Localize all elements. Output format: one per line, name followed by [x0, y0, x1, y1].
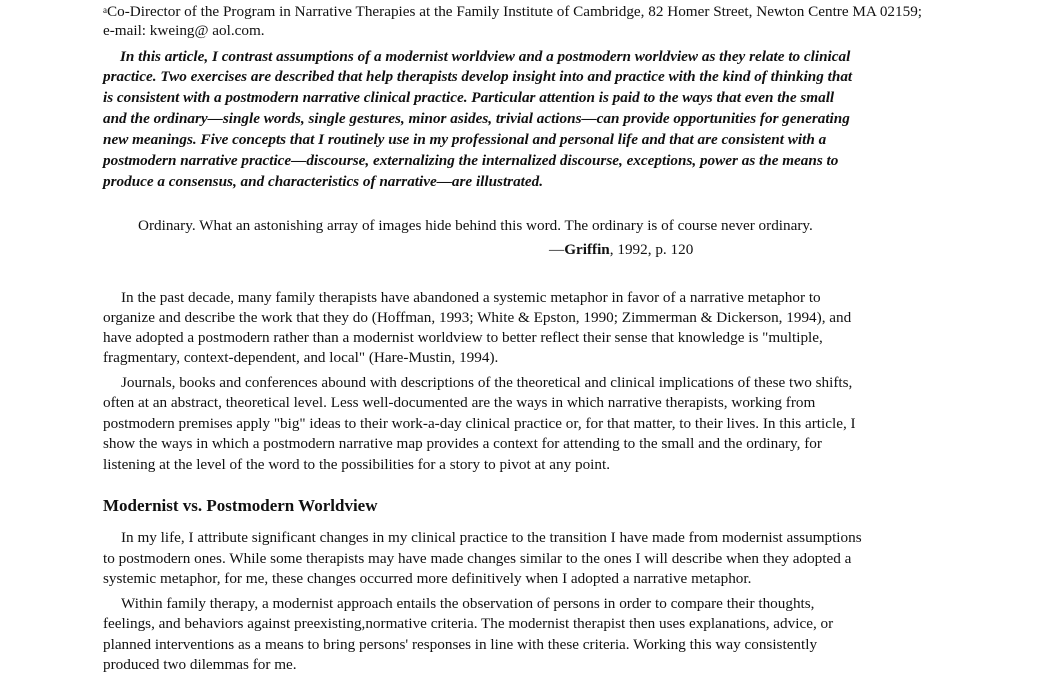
paragraph-line: fragmentary, context-dependent, and local" (Hare-Mustin, 1994).	[103, 349, 499, 366]
paragraph-line: postmodern premises apply "big" ideas to their work-a-day clinical practice or, for that matter, to their lives. In this article, I	[103, 415, 856, 432]
epigraph-author: Griffin	[564, 241, 610, 258]
paragraph-line: systemic metaphor, for me, these changes occurred more definitively when I adopted a narrative metaphor.	[103, 570, 752, 587]
paragraph-line: planned interventions as a means to bring persons' responses in line with these criteria. Working this way consistently	[103, 636, 818, 653]
footnote-line: e-mail: kweing@ aol.com.	[103, 22, 265, 39]
paragraph-line: often at an abstract, theoretical level. Less well-documented are the ways in which narrative therapists, working from	[103, 394, 816, 411]
paragraph-line: have adopted a postmodern rather than a modernist worldview to better reflect their sense that knowledge is "multiple,	[103, 329, 823, 346]
footnote-line: $^a$Co-Director of the Program in Narrative Therapies at the Family Institute of Cambridge, 82 Homer Street, Newton Centre MA 02159;	[103, 3, 923, 20]
paragraph-line: In the past decade, many family therapists have abandoned a systemic metaphor in favor of a narrative metaphor to	[121, 289, 821, 306]
paragraph-line: to postmodern ones. While some therapists may have made changes similar to the ones I will describe when they adopted a	[103, 550, 852, 567]
paragraph-line: feelings, and behaviors against preexisting,normative criteria. The modernist therapist then uses explanations, advice, or	[103, 615, 834, 632]
paragraph-line: In my life, I attribute significant changes in my clinical practice to the transition I have made from modernist assumptions	[121, 529, 862, 546]
footnote-marker: a	[103, 5, 107, 15]
paragraph-line: Within family therapy, a modernist approach entails the observation of persons in order to compare their thoughts,	[121, 595, 815, 612]
abstract-line: postmodern narrative practice—discourse, externalizing the internalized discourse, exceptions, power as the means to	[103, 152, 839, 169]
paragraph-line: produced two dilemmas for me.	[103, 656, 297, 673]
epigraph-quote: Ordinary. What an astonishing array of images hide behind this word. The ordinary is of course never ordinary.	[138, 217, 813, 234]
epigraph-attribution: —Griffin, 1992, p. 120	[549, 241, 694, 258]
abstract-line: and the ordinary—single words, single gestures, minor asides, trivial actions—can provide opportunities for generating	[103, 110, 850, 127]
paragraph-line: Journals, books and conferences abound with descriptions of the theoretical and clinical implications of these two shifts,	[121, 374, 853, 391]
paragraph-line: organize and describe the work that they do (Hoffman, 1993; White & Epston, 1990; Zimmerman & Dickerson, 1994), and	[103, 309, 852, 326]
abstract-line: new meanings. Five concepts that I routinely use in my professional and personal life and that are consistent with a	[103, 131, 827, 148]
abstract-line: produce a consensus, and characteristics of narrative—are illustrated.	[103, 173, 544, 190]
paragraph-line: show the ways in which a postmodern narrative map provides a context for attending to the small and the ordinary, for	[103, 435, 822, 452]
paragraph-line: listening at the level of the word to the possibilities for a story to pivot at any point.	[103, 456, 611, 473]
abstract-line: In this article, I contrast assumptions of a modernist worldview and a postmodern worldview as they relate to clinical	[120, 48, 851, 65]
abstract-line: practice. Two exercises are described that help therapists develop insight into and practice with the kind of thinking that	[103, 68, 853, 85]
abstract-line: is consistent with a postmodern narrative clinical practice. Particular attention is paid to the ways that even the small	[103, 89, 835, 106]
section-heading: Modernist vs. Postmodern Worldview	[103, 496, 378, 515]
